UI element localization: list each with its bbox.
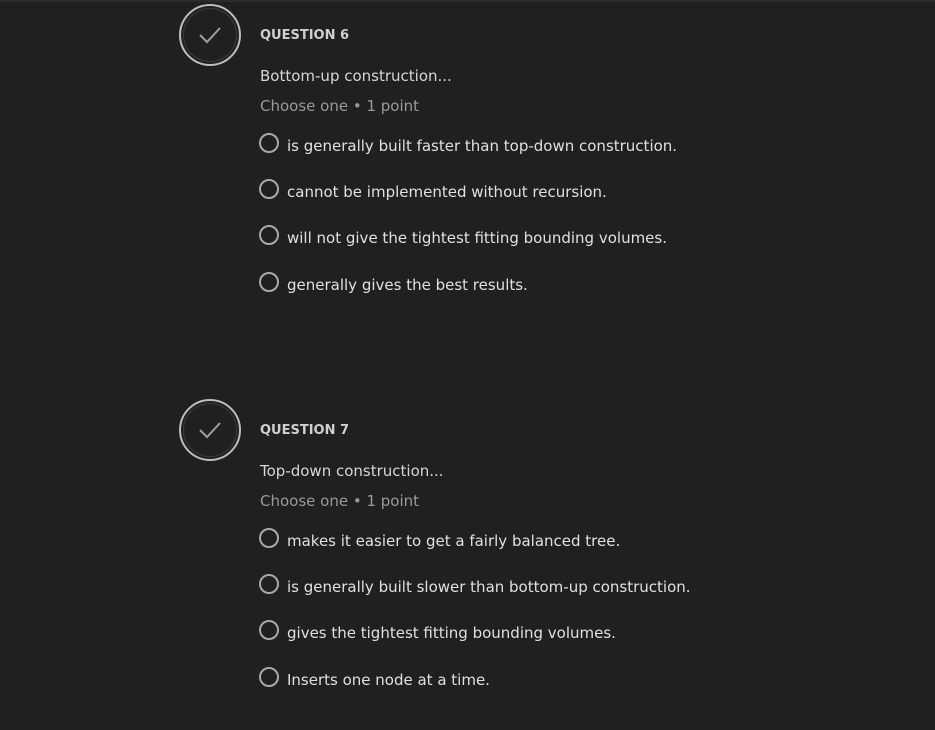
check-icon xyxy=(198,26,222,44)
answered-check-icon xyxy=(179,4,241,66)
answer-option-label: is generally built faster than top-down construction. xyxy=(287,137,678,155)
answer-option-label: is generally built slower than bottom-up construction. xyxy=(287,578,691,596)
question-number: QUESTION 6 xyxy=(260,28,350,43)
question-prompt: Top-down construction... xyxy=(260,462,444,480)
answer-option[interactable] xyxy=(259,225,879,251)
question-meta: Choose one • 1 point xyxy=(260,492,420,510)
answer-option[interactable] xyxy=(259,574,879,600)
radio-unselected-icon[interactable] xyxy=(259,133,279,153)
radio-unselected-icon[interactable] xyxy=(259,620,279,640)
answer-option[interactable] xyxy=(259,133,879,159)
check-icon xyxy=(198,421,222,439)
answer-option[interactable] xyxy=(259,272,879,298)
answer-option[interactable] xyxy=(259,528,879,554)
radio-unselected-icon[interactable] xyxy=(259,667,279,687)
answer-option[interactable] xyxy=(259,620,879,646)
radio-unselected-icon[interactable] xyxy=(259,179,279,199)
radio-unselected-icon[interactable] xyxy=(259,574,279,594)
question-number: QUESTION 7 xyxy=(260,423,350,438)
answer-option-label: will not give the tightest fitting bounding volumes. xyxy=(287,229,667,247)
radio-unselected-icon[interactable] xyxy=(259,225,279,245)
answer-option-label: makes it easier to get a fairly balanced tree. xyxy=(287,532,621,550)
top-divider xyxy=(0,0,935,2)
answer-option-label: generally gives the best results. xyxy=(287,276,528,294)
answer-option[interactable] xyxy=(259,179,879,205)
answered-check-icon xyxy=(179,399,241,461)
answer-option-label: Inserts one node at a time. xyxy=(287,671,490,689)
question-meta: Choose one • 1 point xyxy=(260,97,420,115)
answer-option[interactable] xyxy=(259,667,879,693)
answer-option-label: cannot be implemented without recursion. xyxy=(287,183,607,201)
answer-option-label: gives the tightest fitting bounding volumes. xyxy=(287,624,616,642)
radio-unselected-icon[interactable] xyxy=(259,272,279,292)
question-prompt: Bottom-up construction... xyxy=(260,67,452,85)
radio-unselected-icon[interactable] xyxy=(259,528,279,548)
